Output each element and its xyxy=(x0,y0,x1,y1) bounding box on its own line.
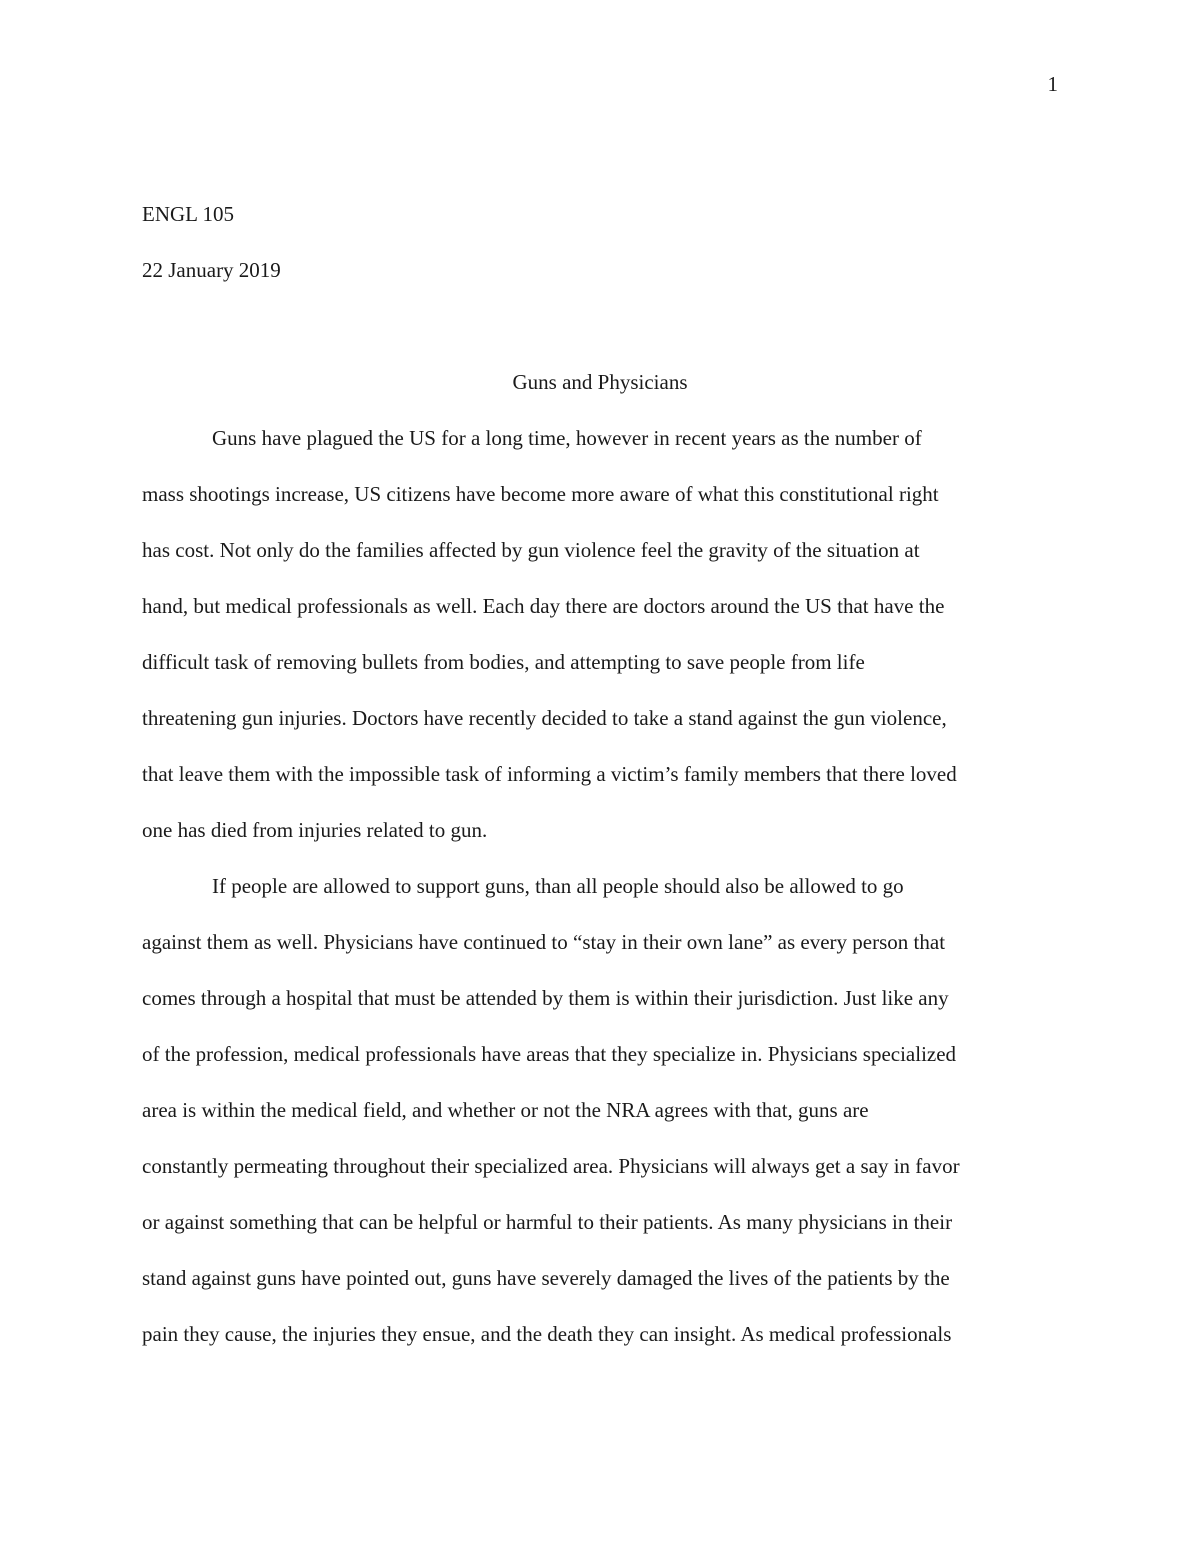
paragraph-2-line: stand against guns have pointed out, guns have severely damaged the lives of the patients by the xyxy=(142,1266,950,1290)
paragraph-1-line: that leave them with the impossible task of informing a victim’s family members that there loved xyxy=(142,762,957,786)
document-title: Guns and Physicians xyxy=(512,370,688,394)
paragraph-2-line: against them as well. Physicians have continued to “stay in their own lane” as every person that xyxy=(142,930,946,954)
paragraph-2-line: pain they cause, the injuries they ensue, and the death they can insight. As medical professionals xyxy=(142,1322,952,1346)
paragraph-1-line: Guns have plagued the US for a long time, however in recent years as the number of xyxy=(212,426,922,450)
paragraph-2-line: If people are allowed to support guns, than all people should also be allowed to go xyxy=(212,874,904,898)
paragraph-2-line: comes through a hospital that must be attended by them is within their jurisdiction. Just like any xyxy=(142,986,949,1010)
course-name: ENGL 105 xyxy=(142,202,234,226)
paragraph-1-line: difficult task of removing bullets from bodies, and attempting to save people from life xyxy=(142,650,865,674)
paragraph-1-line: threatening gun injuries. Doctors have recently decided to take a stand against the gun violence, xyxy=(142,706,947,730)
paragraph-2-line: of the profession, medical professionals have areas that they specialize in. Physicians specialized xyxy=(142,1042,957,1066)
paragraph-1-line: hand, but medical professionals as well. Each day there are doctors around the US that have the xyxy=(142,594,945,618)
paragraph-2-line: area is within the medical field, and whether or not the NRA agrees with that, guns are xyxy=(142,1098,869,1122)
page-number: 1 xyxy=(1047,72,1058,96)
paragraph-1-line: one has died from injuries related to gun. xyxy=(142,818,488,842)
paragraph-1-line: mass shootings increase, US citizens have become more aware of what this constitutional right xyxy=(142,482,939,506)
paragraph-2-line: or against something that can be helpful or harmful to their patients. As many physicians in their xyxy=(142,1210,953,1234)
paragraph-1-line: has cost. Not only do the families affected by gun violence feel the gravity of the situation at xyxy=(142,538,920,562)
paragraph-2-line: constantly permeating throughout their specialized area. Physicians will always get a say in favor xyxy=(142,1154,960,1178)
document-date: 22 January 2019 xyxy=(142,258,281,282)
